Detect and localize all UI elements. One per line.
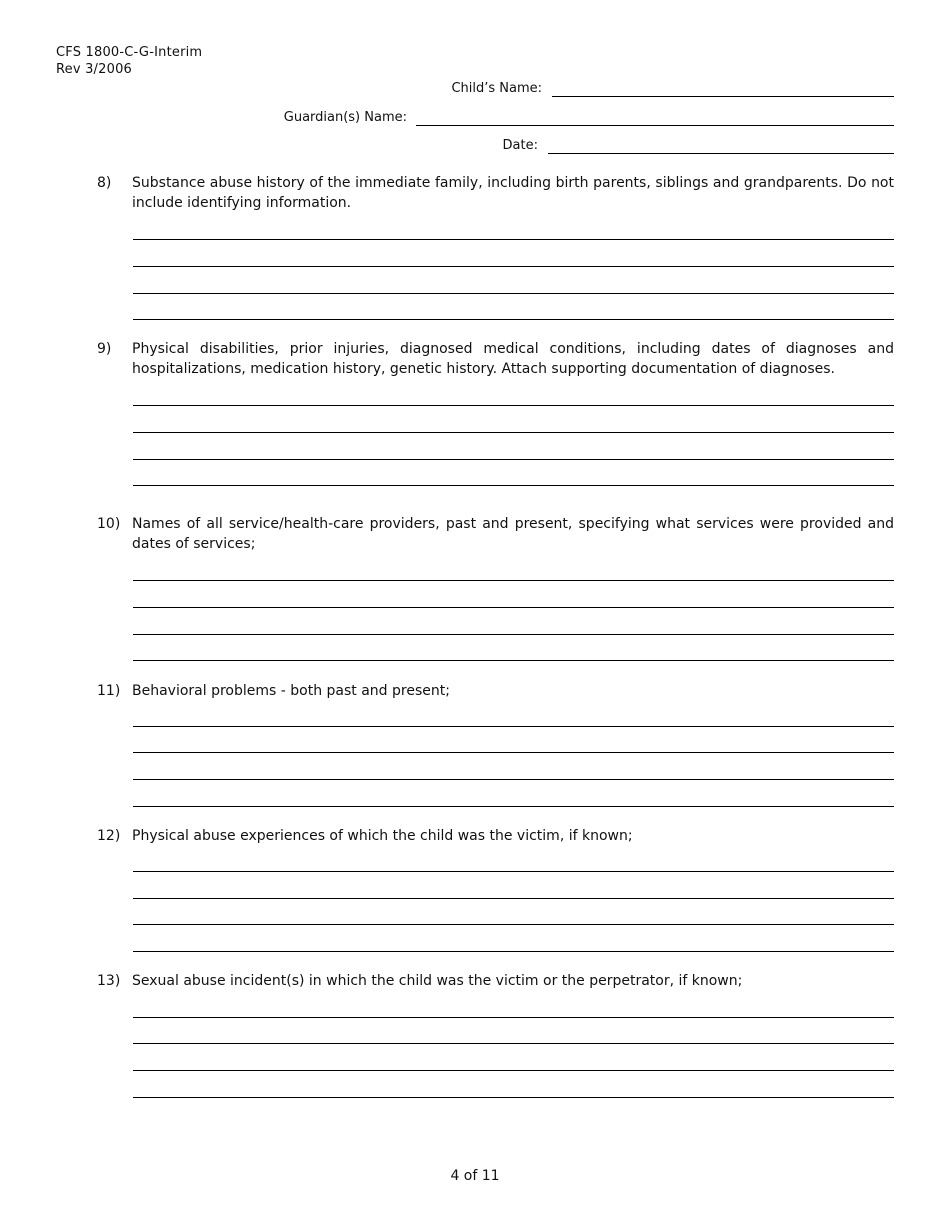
page-number: 4 of 11 [450, 1168, 500, 1184]
question-13-text: Sexual abuse incident(s) in which the child was the victim or the perpetrator, if known; [132, 973, 743, 989]
question-10-answer-line[interactable] [133, 634, 894, 635]
question-9-number: 9) [97, 341, 112, 357]
form-revision: Rev 3/2006 [56, 62, 133, 77]
question-11-answer-line[interactable] [133, 779, 894, 780]
question-8-answer-line[interactable] [133, 266, 894, 267]
question-13-number: 13) [97, 973, 121, 989]
question-9-text: Physical disabilities, prior injuries, diagnosed medical conditions, including dates of diagnoses and hospitalizations, medication history, genetic history. Attach supporting documentation of diagnoses. [132, 341, 894, 377]
question-12-text: Physical abuse experiences of which the child was the victim, if known; [132, 828, 633, 844]
question-8-answer-line[interactable] [133, 319, 894, 320]
question-8-answer-line[interactable] [133, 293, 894, 294]
question-10-answer-line[interactable] [133, 660, 894, 661]
question-13-answer-line[interactable] [133, 1097, 894, 1098]
question-12-answer-line[interactable] [133, 898, 894, 899]
form-number: CFS 1800-C-G-Interim [56, 45, 203, 60]
question-11-answer-line[interactable] [133, 752, 894, 753]
question-12-answer-line[interactable] [133, 951, 894, 952]
question-12-answer-line[interactable] [133, 871, 894, 872]
guardian-name-label: Guardian(s) Name: [283, 110, 407, 125]
guardian-name-field[interactable] [416, 125, 894, 126]
question-10-text: Names of all service/health-care providers, past and present, specifying what services were provided and dates of services; [132, 516, 894, 552]
form-identifier [56, 44, 202, 78]
question-10-answer-line[interactable] [133, 580, 894, 581]
question-11-number: 11) [97, 683, 121, 699]
question-10-number: 10) [97, 516, 121, 532]
date-label: Date: [502, 138, 538, 153]
question-8-answer-line[interactable] [133, 239, 894, 240]
child-name-field[interactable] [552, 96, 894, 97]
question-12-answer-line[interactable] [133, 924, 894, 925]
question-12-number: 12) [97, 828, 121, 844]
question-13-answer-line[interactable] [133, 1017, 894, 1018]
question-10-answer-line[interactable] [133, 607, 894, 608]
question-8-text: Substance abuse history of the immediate family, including birth parents, siblings and grandparents. Do not include identifying information. [132, 175, 894, 211]
question-13-answer-line[interactable] [133, 1043, 894, 1044]
date-field[interactable] [548, 153, 894, 154]
child-name-label: Child’s Name: [451, 81, 542, 96]
question-11-text: Behavioral problems - both past and present; [132, 683, 450, 699]
question-9-answer-line[interactable] [133, 432, 894, 433]
question-9-answer-line[interactable] [133, 485, 894, 486]
question-8-number: 8) [97, 175, 112, 191]
question-13-answer-line[interactable] [133, 1070, 894, 1071]
question-11-answer-line[interactable] [133, 806, 894, 807]
question-9-answer-line[interactable] [133, 405, 894, 406]
question-9-answer-line[interactable] [133, 459, 894, 460]
question-11-answer-line[interactable] [133, 726, 894, 727]
